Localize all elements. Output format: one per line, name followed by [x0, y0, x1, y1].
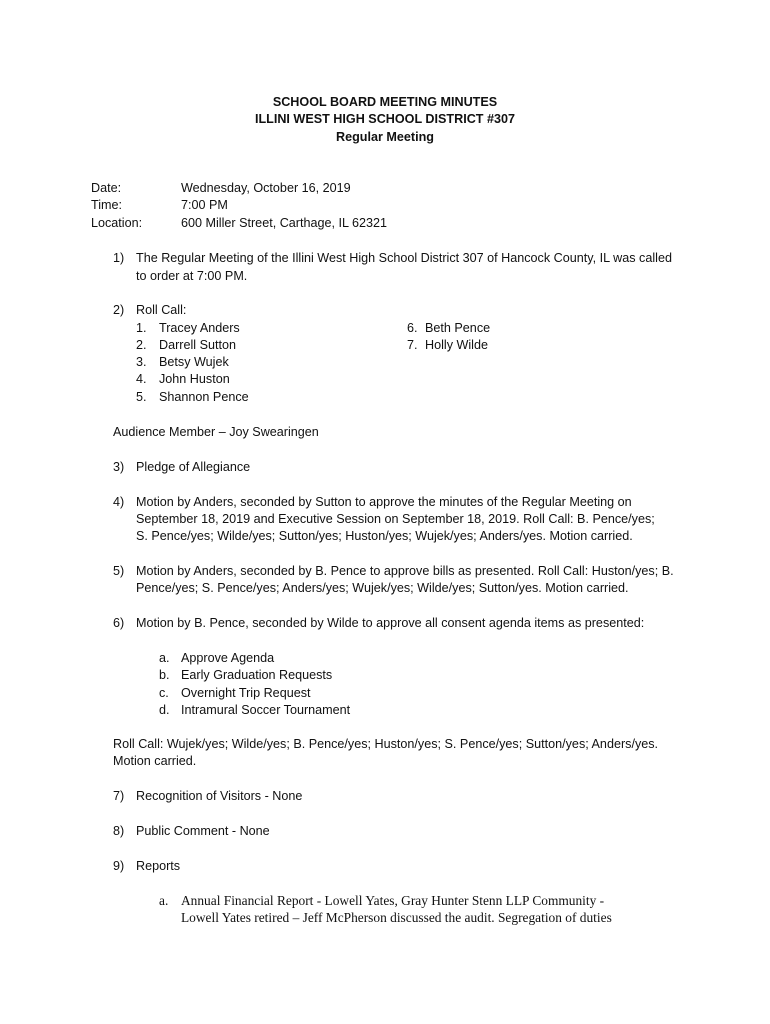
- roll-call-name: Betsy Wujek: [159, 355, 229, 369]
- location-label: Location:: [91, 216, 143, 230]
- consent-roll-call: Motion carried.: [113, 754, 197, 768]
- roll-call-number: 3.: [136, 355, 147, 369]
- item-8-text: Public Comment - None: [136, 824, 270, 838]
- item-2-number: 2): [113, 303, 125, 317]
- roll-call-number: 2.: [136, 338, 147, 352]
- roll-call-number: 7.: [407, 338, 418, 352]
- consent-item-letter: d.: [159, 703, 170, 717]
- item-1-text: The Regular Meeting of the Illini West High School District 307 of Hancock County, IL was called: [136, 251, 672, 265]
- consent-item: Intramural Soccer Tournament: [181, 703, 351, 717]
- item-4-number: 4): [113, 495, 125, 509]
- item-4-text: Motion by Anders, seconded by Sutton to approve the minutes of the Regular Meeting on: [136, 495, 632, 509]
- item-1-text: to order at 7:00 PM.: [136, 269, 248, 283]
- item-9-text: Reports: [136, 859, 181, 873]
- roll-call-name: Darrell Sutton: [159, 338, 236, 352]
- item-7-text: Recognition of Visitors - None: [136, 789, 303, 803]
- item-5-number: 5): [113, 564, 125, 578]
- item-5-text: Pence/yes; S. Pence/yes; Anders/yes; Wujek/yes; Wilde/yes; Sutton/yes. Motion carried.: [136, 581, 629, 595]
- consent-item: Early Graduation Requests: [181, 668, 333, 682]
- roll-call-name: Tracey Anders: [159, 321, 240, 335]
- consent-item: Approve Agenda: [181, 651, 275, 665]
- report-letter: a.: [159, 893, 169, 908]
- consent-item-letter: c.: [159, 686, 169, 700]
- title-line-2: ILLINI WEST HIGH SCHOOL DISTRICT #307: [254, 112, 516, 126]
- roll-call-number: 4.: [136, 372, 147, 386]
- title-line-3: Regular Meeting: [336, 130, 434, 144]
- consent-item-letter: b.: [159, 668, 170, 682]
- item-3-number: 3): [113, 460, 125, 474]
- date-value: Wednesday, October 16, 2019: [181, 181, 351, 195]
- consent-roll-call: Roll Call: Wujek/yes; Wilde/yes; B. Pence/yes; Huston/yes; S. Pence/yes; Sutton/yes; Anders/yes.: [113, 737, 659, 751]
- item-9-number: 9): [113, 859, 125, 873]
- roll-call-number: 5.: [136, 390, 147, 404]
- roll-call-name: Beth Pence: [425, 321, 491, 335]
- item-4-text: S. Pence/yes; Wilde/yes; Sutton/yes; Huston/yes; Wujek/yes; Anders/yes. Motion carried.: [136, 529, 633, 543]
- roll-call-title: Roll Call:: [136, 303, 187, 317]
- roll-call-number: 6.: [407, 321, 418, 335]
- item-4-text: September 18, 2019 and Executive Session on September 18, 2019. Roll Call: B. Pence/yes;: [136, 512, 655, 526]
- roll-call-name: Shannon Pence: [159, 390, 249, 404]
- location-value: 600 Miller Street, Carthage, IL 62321: [181, 216, 388, 230]
- report-text: Annual Financial Report - Lowell Yates, Gray Hunter Stenn LLP Community -: [181, 893, 605, 908]
- time-label: Time:: [91, 198, 123, 212]
- roll-call-name: Holly Wilde: [425, 338, 488, 352]
- roll-call-name: John Huston: [159, 372, 230, 386]
- audience-member: Audience Member – Joy Swearingen: [113, 425, 319, 439]
- date-label: Date:: [91, 181, 122, 195]
- item-1-number: 1): [113, 251, 125, 265]
- item-6-text: Motion by B. Pence, seconded by Wilde to approve all consent agenda items as presented:: [136, 616, 645, 630]
- item-7-number: 7): [113, 789, 125, 803]
- roll-call-number: 1.: [136, 321, 147, 335]
- report-text: Lowell Yates retired – Jeff McPherson discussed the audit. Segregation of duties: [181, 910, 612, 925]
- consent-item: Overnight Trip Request: [181, 686, 311, 700]
- time-value: 7:00 PM: [181, 198, 228, 212]
- item-3-text: Pledge of Allegiance: [136, 460, 251, 474]
- item-6-number: 6): [113, 616, 125, 630]
- consent-item-letter: a.: [159, 651, 170, 665]
- title-line-1: SCHOOL BOARD MEETING MINUTES: [272, 95, 498, 109]
- item-5-text: Motion by Anders, seconded by B. Pence to approve bills as presented. Roll Call: Huston/yes; B.: [136, 564, 674, 578]
- item-8-number: 8): [113, 824, 125, 838]
